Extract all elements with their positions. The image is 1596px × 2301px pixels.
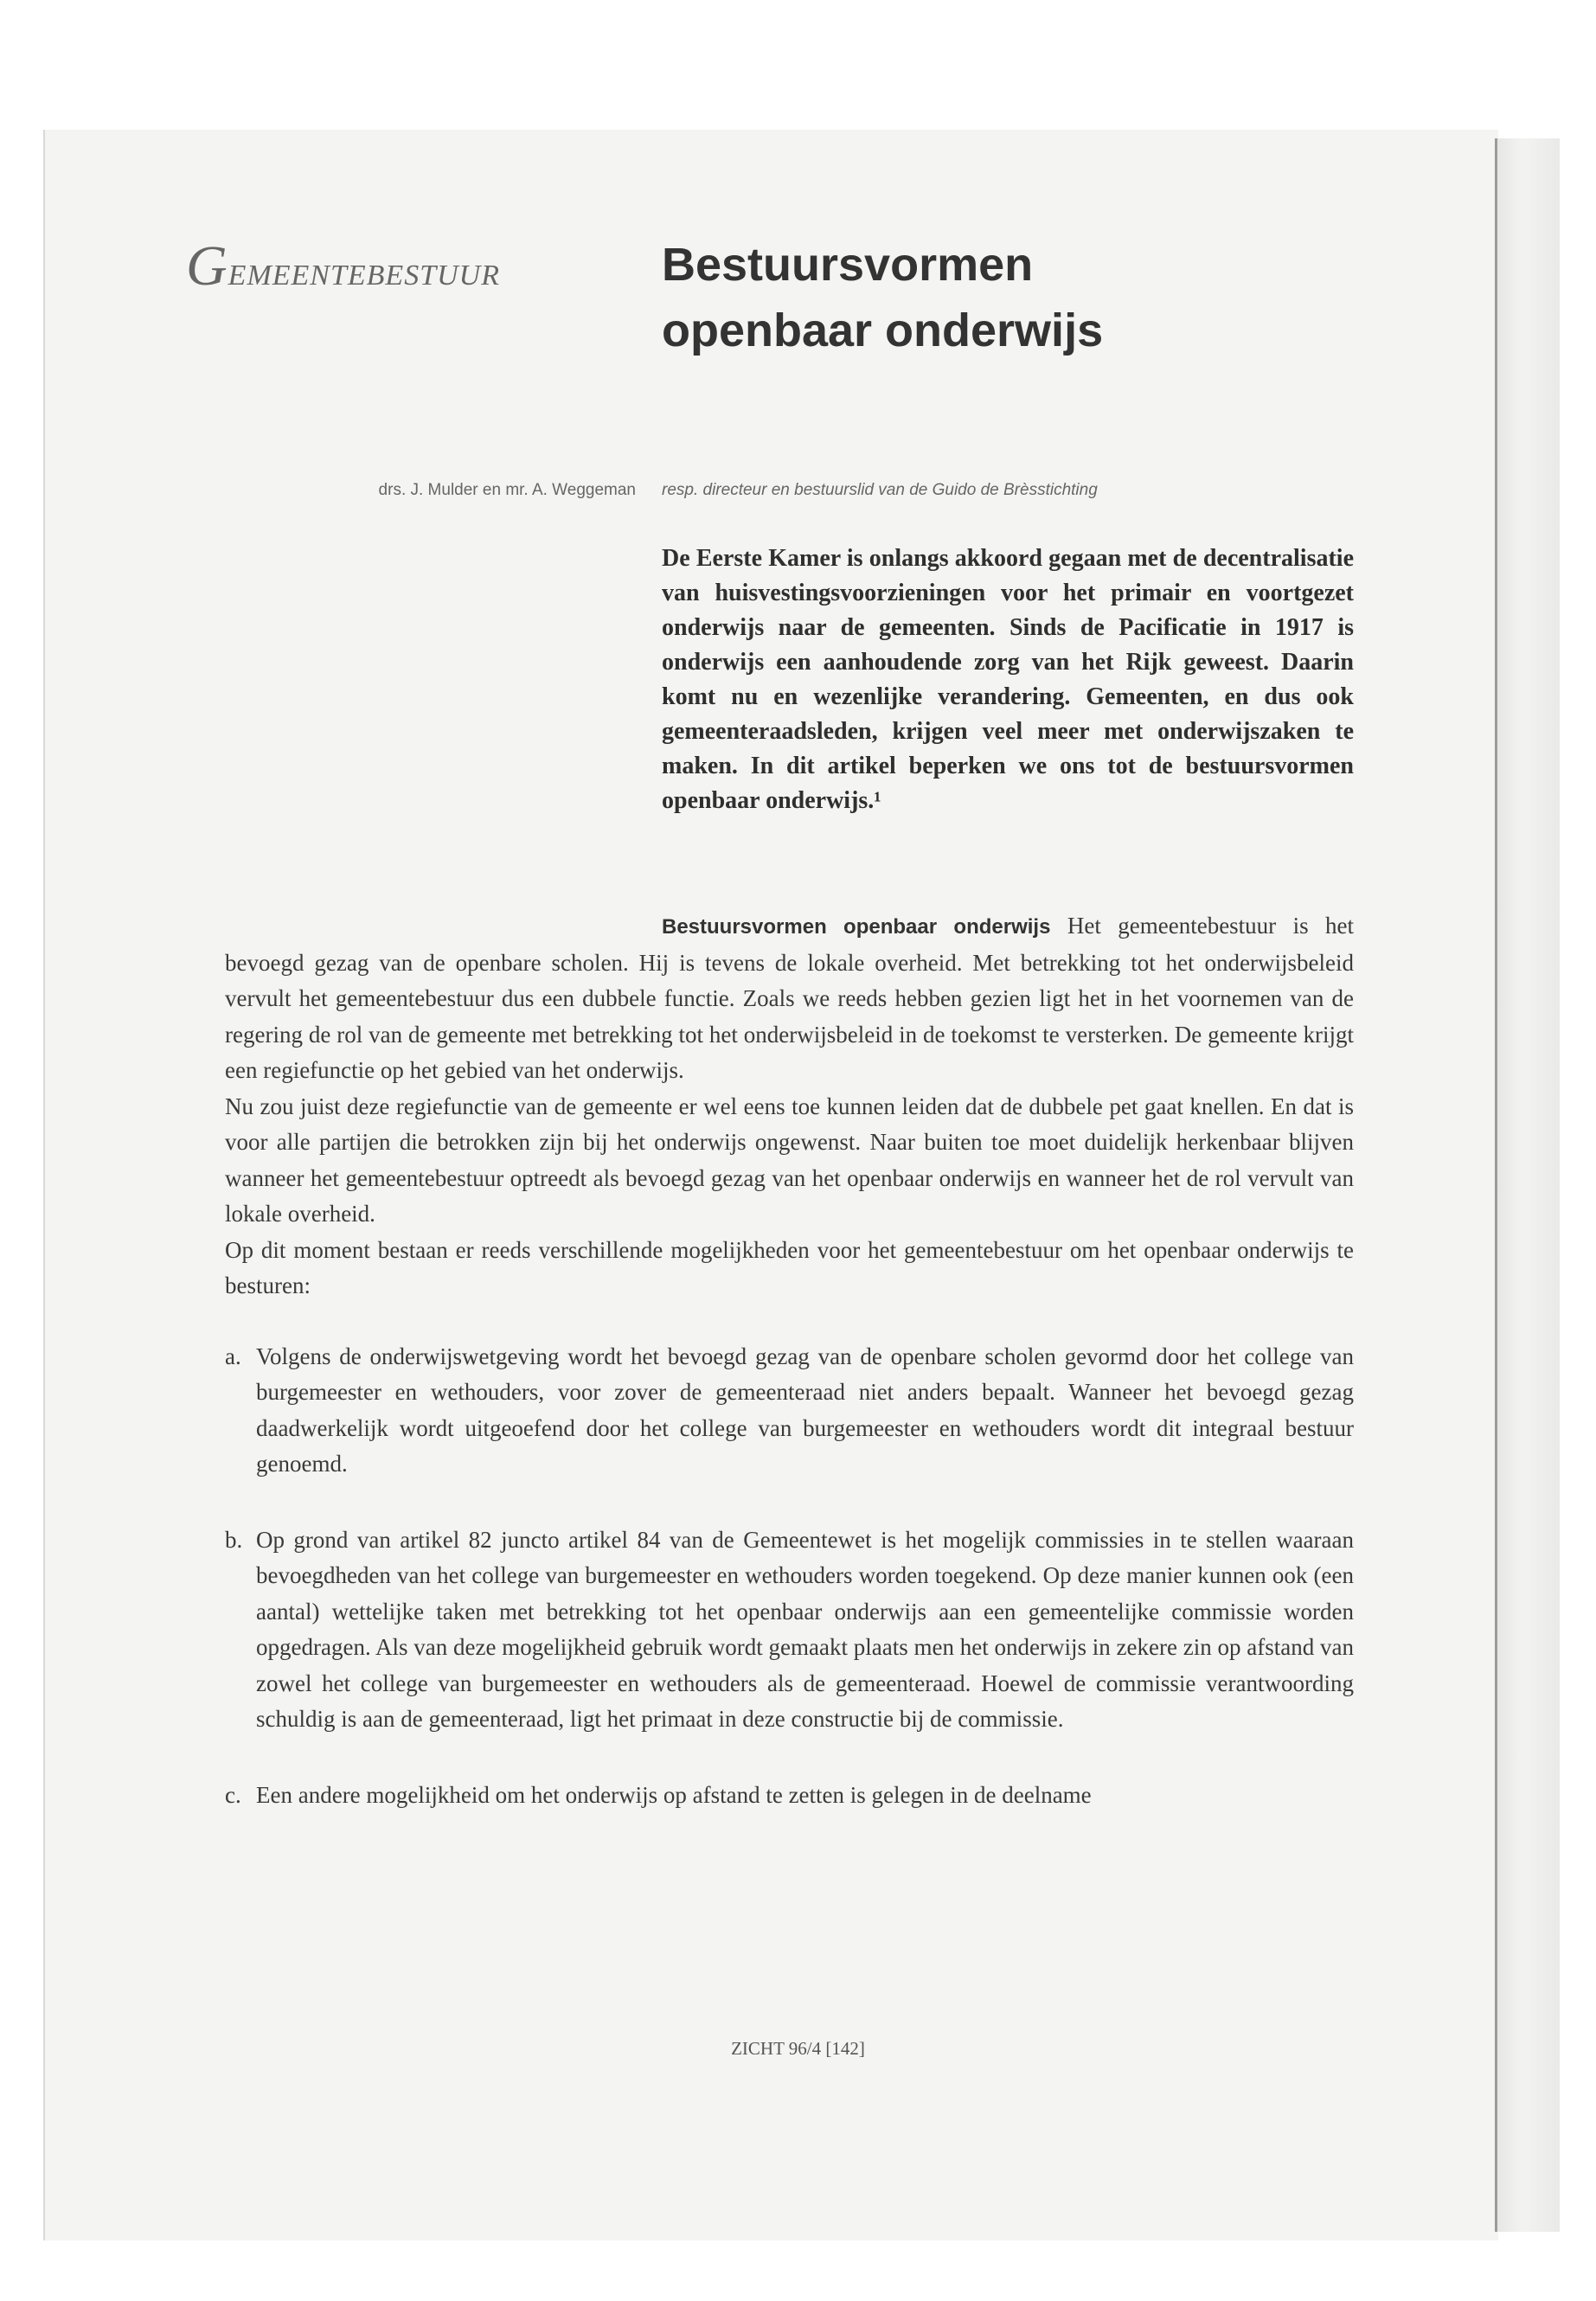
list-item-text: Een andere mogelijkheid om het onderwijs op afstand te zetten is gelegen in de deelname bbox=[256, 1781, 1092, 1808]
body-paragraph-2: Nu zou juist deze regiefunctie van de gemeente er wel eens toe kunnen leiden dat de dubbele pet gaat knellen. En dat is voor alle partijen die betrokken zijn bij het onderwijs ongewenst. Naar buiten toe moet duidelijk herkenbaar blijven wanneer het gemeentebestuur optreedt als bevoegd gezag van het openbaar onderwijs en wanneer het de rol vervult van lokale overheid. bbox=[225, 1093, 1354, 1227]
list-marker: c. bbox=[225, 1781, 241, 1808]
run-in-heading: Bestuursvormen openbaar onderwijs bbox=[662, 915, 1051, 939]
body-paragraph-3: Op dit moment bestaan er reeds verschillende mogelijkheden voor het gemeentebestuur om het openbaar onderwijs te besturen: bbox=[225, 1236, 1354, 1298]
options-list bbox=[225, 1339, 1354, 1814]
authors: drs. J. Mulder en mr. A. Weggeman bbox=[378, 481, 636, 499]
title-line-2: openbaar onderwijs bbox=[662, 304, 1104, 356]
body-paragraph-1 bbox=[225, 908, 1354, 1089]
list-item bbox=[225, 1522, 1354, 1738]
page-edge bbox=[1495, 138, 1560, 2232]
lead-paragraph: De Eerste Kamer is onlangs akkoord gegaan met de decentralisatie van huisvestingsvoorzieningen voor het primair en voortgezet onderwijs naar de gemeenten. Sinds de Pacificatie in 1917 is onderwijs een aanhoudende zorg van het Rijk geweest. Daarin komt nu en wezenlijke verandering. Gemeenten, en dus ook gemeenteraadsleden, krijgen veel meer met onderwijszaken te maken. In dit artikel beperken we ons tot de bestuursvormen openbaar onderwijs.¹ bbox=[662, 545, 1354, 814]
author-affiliation: resp. directeur en bestuurslid van de Guido de Brèsstichting bbox=[662, 481, 1098, 499]
section-label-rest: EMEENTEBESTUUR bbox=[228, 260, 500, 292]
article-body bbox=[225, 908, 1354, 1853]
list-marker: b. bbox=[225, 1526, 243, 1553]
list-item-text: Volgens de onderwijswetgeving wordt het bevoegd gezag van de openbare scholen gevormd door het college van burgemeester en wethouders, voor zover de gemeenteraad niet anders bepaalt. Wanneer het bevoegd gezag daadwerkelijk wordt uitgeoefend door het college van burgemeester en wethouders wordt dit integraal bestuur genoemd. bbox=[256, 1343, 1354, 1477]
section-initial: G bbox=[186, 234, 228, 298]
list-item bbox=[225, 1339, 1354, 1483]
article-title bbox=[662, 232, 1103, 363]
list-marker: a. bbox=[225, 1343, 241, 1369]
body-paragraph-1-text: Het gemeentebestuur is het bevoegd gezag van de openbare scholen. Hij is tevens de lokale overheid. Met betrekking tot het onderwijsbeleid vervult het gemeentebestuur dus een dubbele functie. Zoals we reeds hebben gezien ligt het in het voornemen van de regering de rol van de gemeente met betrekking tot het onderwijsbeleid in de toekomst te versterken. De gemeente krijgt een regiefunctie op het gebied van het onderwijs. bbox=[225, 913, 1354, 1083]
page-footer: ZICHT 96/4 [142] bbox=[731, 2038, 865, 2059]
list-item-text: Op grond van artikel 82 juncto artikel 84 van de Gemeentewet is het mogelijk commissies in te stellen waaraan bevoegdheden van het college van burgemeester en wethouders worden toegekend. Op deze manier kunnen ook (een aantal) wettelijke taken met betrekking tot het openbaar onderwijs aan een gemeentelijke commissie worden opgedragen. Als van deze mogelijkheid gebruik wordt gemaakt plaats men het onderwijs in zekere zin op afstand van zowel het college van burgemeester en wethouders als de gemeenteraad. Hoewel de commissie verantwoording schuldig is aan de gemeenteraad, ligt het primaat in deze constructie bij de commissie. bbox=[256, 1526, 1354, 1732]
section-label bbox=[186, 234, 500, 299]
list-item bbox=[225, 1778, 1354, 1814]
title-line-1: Bestuursvormen bbox=[662, 239, 1034, 291]
